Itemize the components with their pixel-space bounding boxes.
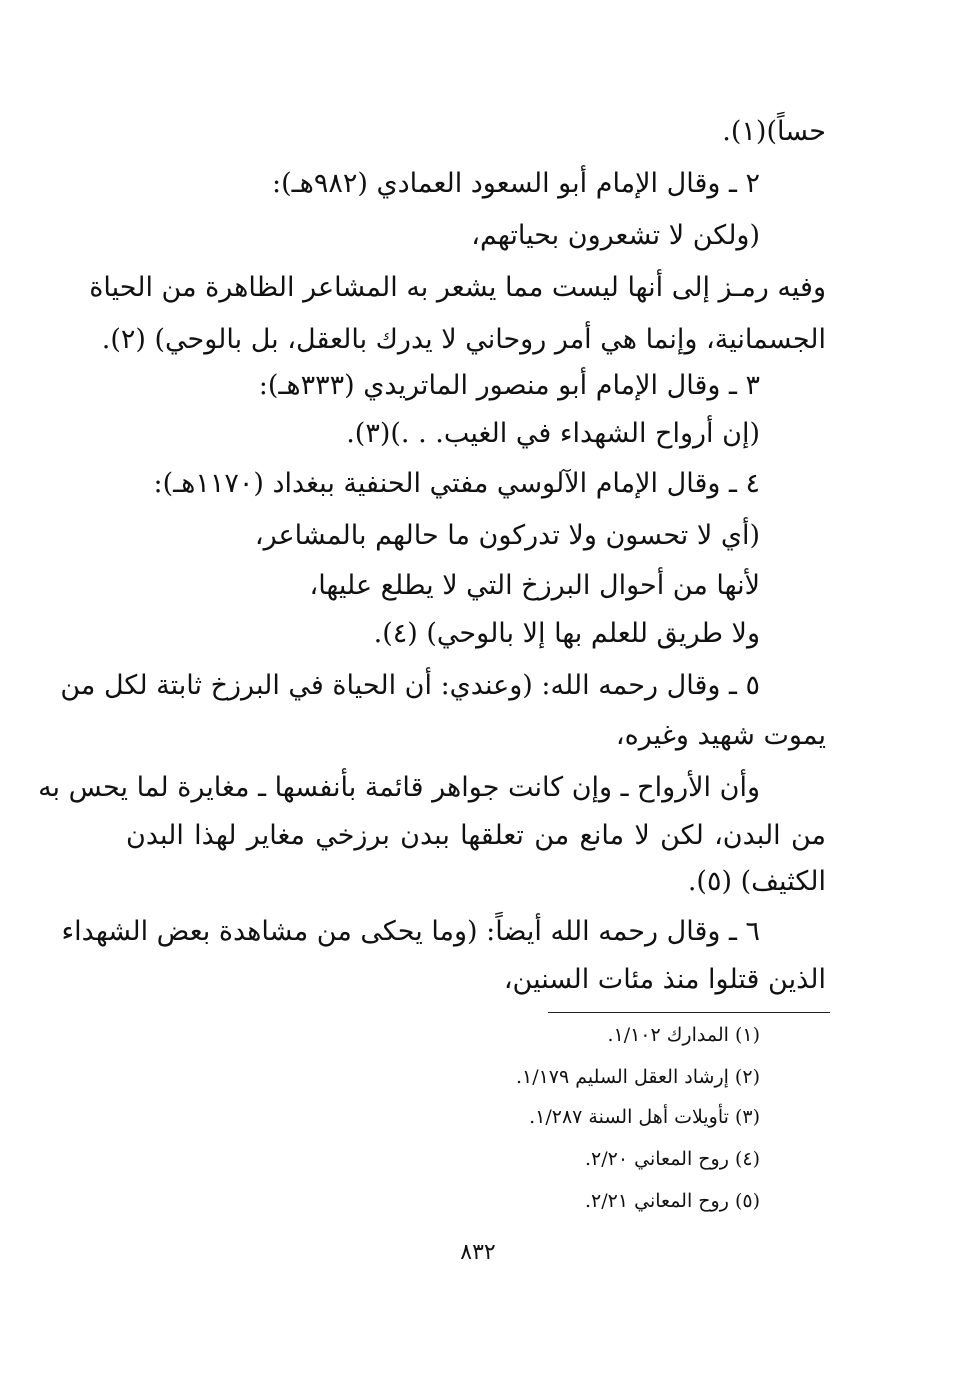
text-line-1: حساً)(١).	[722, 116, 826, 147]
footnote-2: (٢) إرشاد العقل السليم ١/١٧٩.	[515, 1066, 760, 1088]
page-number: ٨٣٢	[460, 1240, 496, 1265]
text-line-17: ٦ ـ وقال رحمه الله أيضاً: (وما يحكى من مشاهدة بعض الشهداء	[61, 916, 760, 947]
footnote-separator	[548, 1012, 830, 1013]
footnote-4: (٤) روح المعاني ٢/٢٠.	[585, 1148, 760, 1170]
footnote-1: (١) المدارك ١/١٠٢.	[607, 1024, 760, 1046]
text-line-8: ٤ ـ وقال الإمام الآلوسي مفتي الحنفية ببغداد (١١٧٠هـ):	[153, 468, 760, 499]
text-line-11: ولا طريق للعلم بها إلا بالوحي) (٤).	[373, 618, 760, 649]
footnote-3: (٣) تأويلات أهل السنة ١/٢٨٧.	[529, 1106, 760, 1128]
text-line-16: الكثيف) (٥).	[687, 866, 826, 897]
text-line-3: (ولكن لا تشعرون بحياتهم،	[471, 220, 760, 251]
footnote-5: (٥) روح المعاني ٢/٢١.	[585, 1190, 760, 1212]
text-line-13: يموت شهيد وغيره،	[615, 720, 826, 751]
text-line-15: من البدن، لكن لا مانع من تعلقها ببدن برزخي مغاير لهذا البدن	[126, 820, 826, 851]
text-line-12: ٥ ـ وقال رحمه الله: (وعندي: أن الحياة في البرزخ ثابتة لكل من	[60, 670, 760, 701]
text-line-2: ٢ ـ وقال الإمام أبو السعود العمادي (٩٨٢هـ):	[272, 168, 760, 199]
text-line-10: لأنها من أحوال البرزخ التي لا يطلع عليها،	[309, 570, 760, 601]
text-line-6: ٣ ـ وقال الإمام أبو منصور الماتريدي (٣٣٣هـ):	[258, 370, 760, 401]
text-line-14: وأن الأرواح ـ وإن كانت جواهر قائمة بأنفسها ـ مغايرة لما يحس به	[38, 772, 760, 803]
text-line-9: (أي لا تحسون ولا تدركون ما حالهم بالمشاعر،	[254, 520, 760, 551]
text-line-18: الذين قتلوا منذ مئات السنين،	[503, 964, 826, 995]
text-line-5: الجسمانية، وإنما هي أمر روحاني لا يدرك بالعقل، بل بالوحي) (٢).	[101, 324, 826, 355]
text-line-4: وفيه رمـز إلى أنها ليست مما يشعر به المشاعر الظاهرة من الحياة	[89, 272, 826, 303]
text-line-7: (إن أرواح الشهداء في الغيب. . .)(٣).	[346, 418, 760, 449]
